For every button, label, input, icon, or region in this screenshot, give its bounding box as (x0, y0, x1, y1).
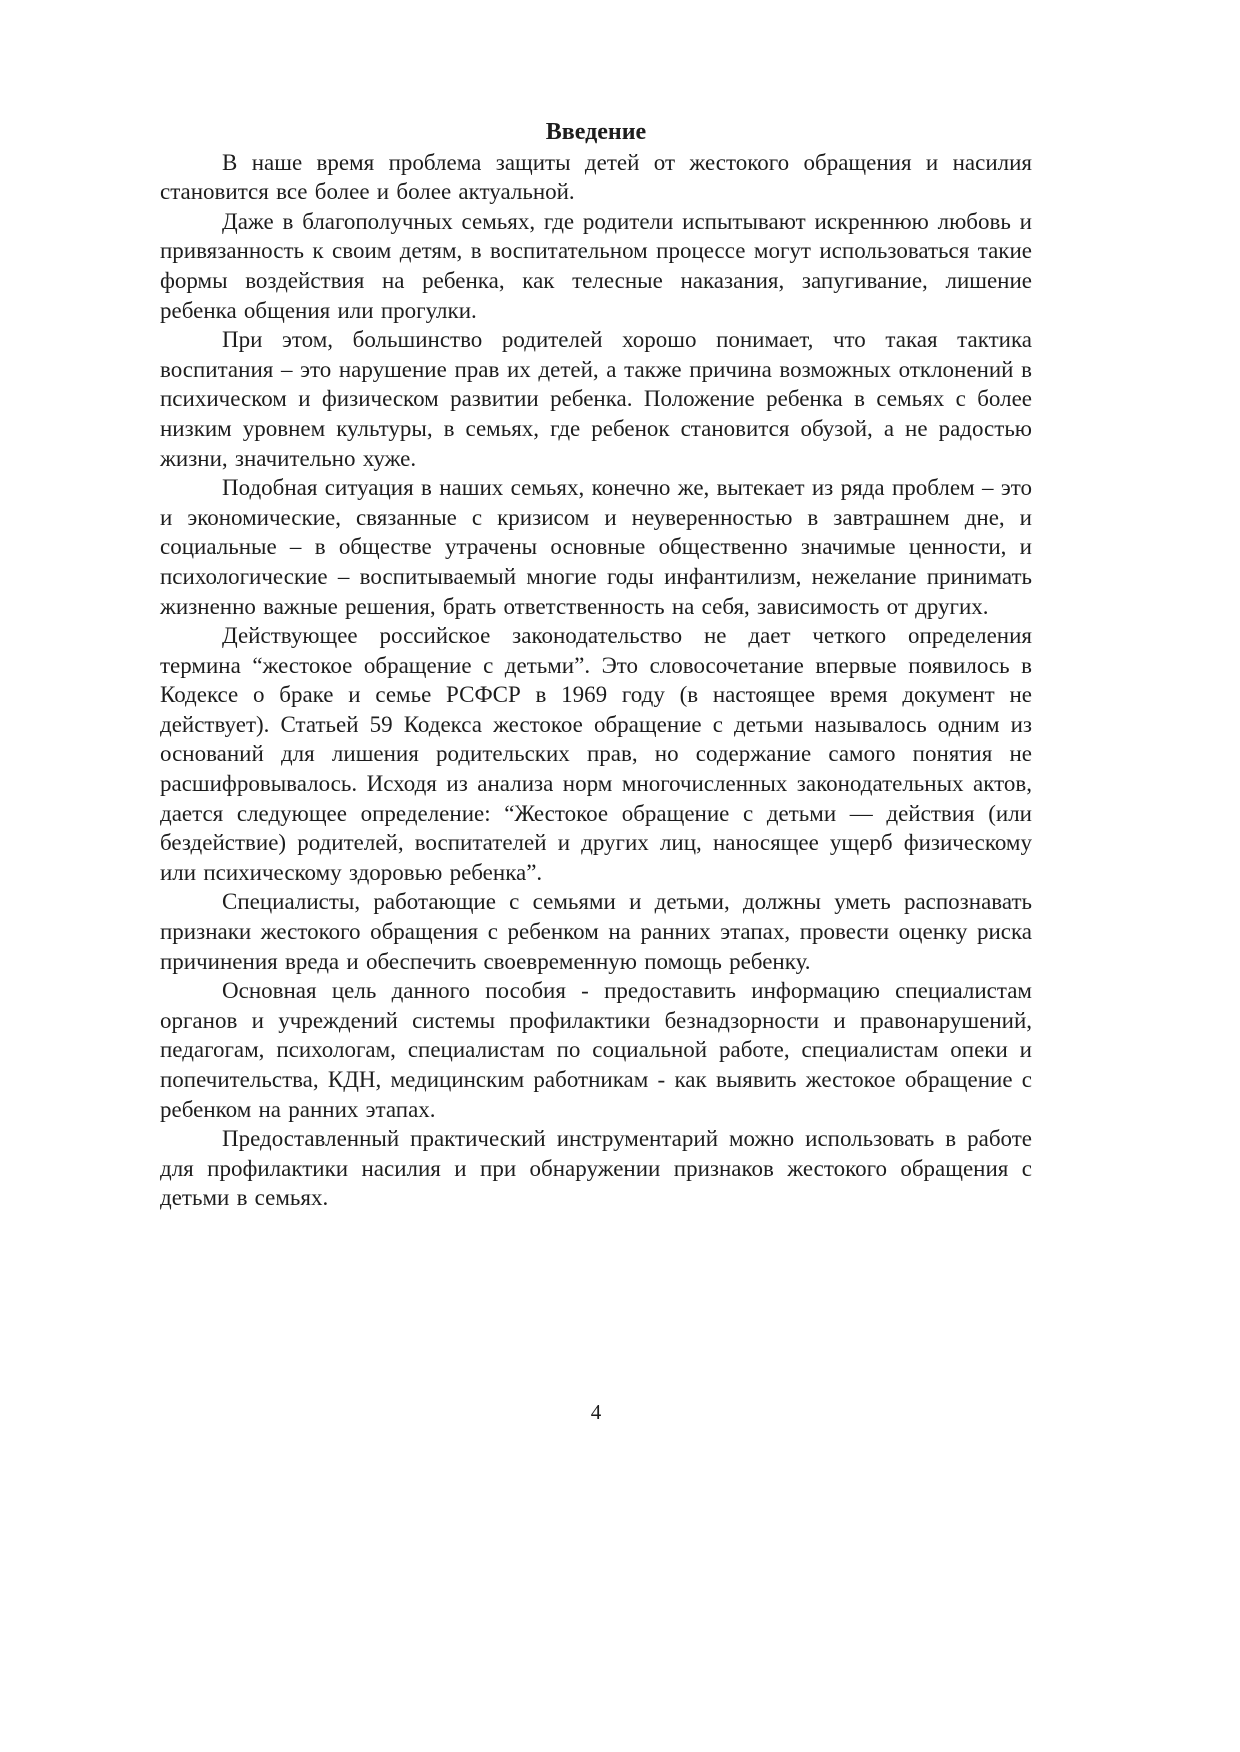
page-number: 4 (590, 1400, 602, 1424)
paragraph-3: При этом, большинство родителей хорошо понимает, что такая тактика воспитания – это нарушение прав их детей, а также причина возможных отклонений в психическом и физическом развитии ребенка. Положение ребенка в семьях с более низким уровнем культуры, в семьях, где ребенок становится обузой, а не радостью жизни, значительно хуже. (160, 327, 1032, 471)
paragraph-4: Подобная ситуация в наших семьях, конечно же, вытекает из ряда проблем – это и экономические, связанные с кризисом и неуверенностью в завтрашнем дне, и социальные – в обществе утрачены основные общественно значимые ценности, и психологические – воспитываемый многие годы инфантилизм, нежелание принимать жизненно важные решения, брать ответственность на себя, зависимость от других. (160, 475, 1032, 619)
paragraph-8: Предоставленный практический инструментарий можно использовать в работе для профилактики насилия и при обнаружении признаков жестокого обращения с детьми в семьях. (160, 1126, 1032, 1211)
page-title: Введение (545, 119, 647, 145)
paragraph-6: Специалисты, работающие с семьями и детьми, должны уметь распознавать признаки жестокого обращения с ребенком на ранних этапах, провести оценку риска причинения вреда и обеспечить своевременную помощь ребенку. (160, 889, 1032, 974)
paragraph-7: Основная цель данного пособия - предоставить информацию специалистам органов и учреждений системы профилактики безнадзорности и правонарушений, педагогам, психологам, специалистам по социальной работе, специалистам опеки и попечительства, КДН, медицинским работникам - как выявить жестокое обращение с ребенком на ранних этапах. (160, 978, 1032, 1122)
paragraph-2: Даже в благополучных семьях, где родители испытывают искреннюю любовь и привязанность к своим детям, в воспитательном процессе могут использоваться такие формы воздействия на ребенка, как телесные наказания, запугивание, лишение ребенка общения или прогулки. (160, 208, 1032, 323)
paragraph-5: Действующее российское законодательство не дает четкого определения термина “жестокое обращение с детьми”. Это словосочетание впервые появилось в Кодексе о браке и семье РСФСР в 1969 году (в настоящее время документ не действует). Статьей 59 Кодекса жестокое обращение с детьми называлось одним из оснований для лишения родительских прав, но содержание самого понятия не расшифровывалось. Исходя из анализа норм многочисленных законодательных актов, дается следующее определение: “Жестокое обращение с детьми — действия (или бездействие) родителей, воспитателей и других лиц, наносящее ущерб физическому или психическому здоровью ребенка”. (160, 623, 1032, 885)
paragraph-1: В наше время проблема защиты детей от жестокого обращения и насилия становится все более и более актуальной. (160, 149, 1032, 205)
